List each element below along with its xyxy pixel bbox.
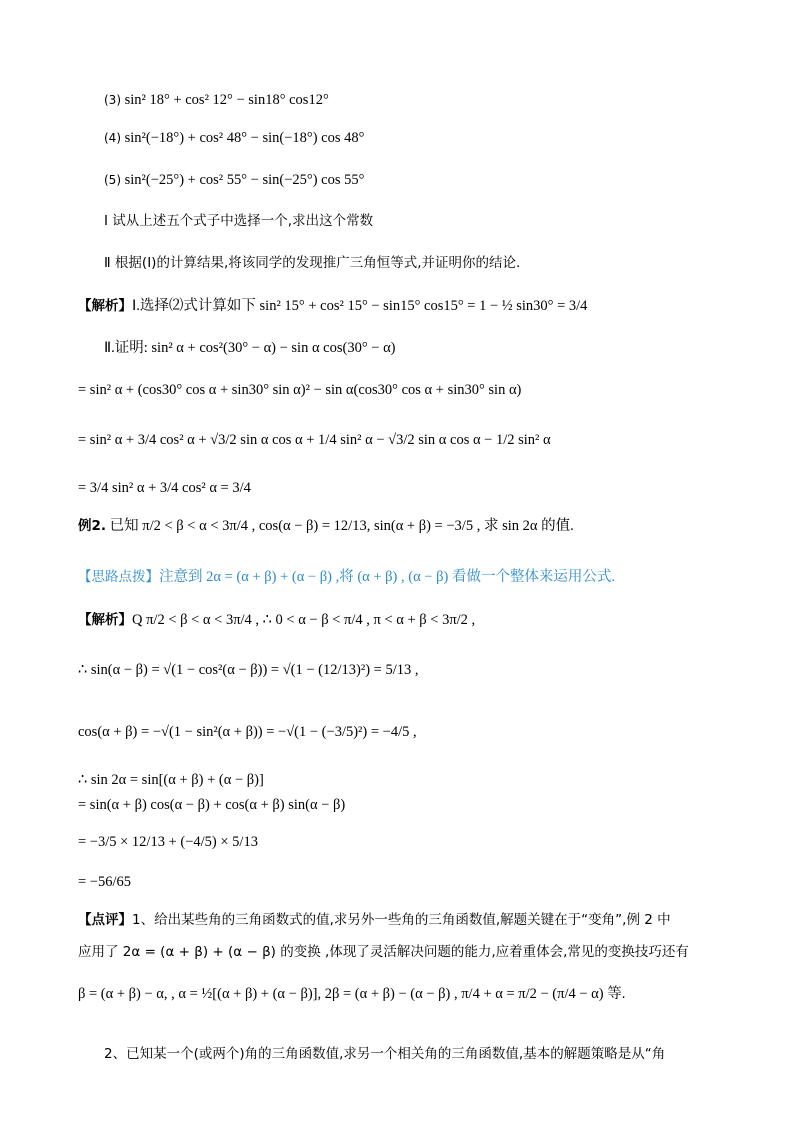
- solution-step-5: = −3/5 × 12/13 + (−4/5) × 5/13: [78, 834, 258, 850]
- item-4-expression: sin²(−18°) + cos² 48° − sin(−18°) cos 48°: [124, 130, 365, 146]
- item-4: [104, 128, 364, 148]
- solution-step-4: = sin(α + β) cos(α − β) + cos(α + β) sin(α − β): [78, 797, 346, 813]
- item-4-number: (4): [104, 131, 121, 145]
- solution-label: 【解析】: [78, 298, 132, 314]
- item-5-expression: sin²(−25°) + cos² 55° − sin(−25°) cos 55°: [124, 172, 365, 188]
- review-text-1: 1、给出某些角的三角函数式的值,求另外一些角的三角函数值,解题关键在于“变角”,例 2 中: [132, 912, 671, 928]
- hint-label: 【思路点拨】: [78, 569, 159, 585]
- hint-line: [78, 567, 615, 587]
- solution-step-3: ∴ sin 2α = sin[(α + β) + (α − β)]: [78, 772, 264, 788]
- item-3: [104, 90, 329, 110]
- review-line-2: 应用了 2α = (α + β) + (α − β) 的变换 ,体现了灵活解决问题的能力,应着重体会,常见的变换技巧还有: [78, 944, 689, 960]
- solution-step-6: = −56/65: [78, 874, 132, 890]
- example-2: [78, 516, 574, 536]
- item-5-number: (5): [104, 173, 121, 187]
- item-3-number: (3): [104, 93, 121, 107]
- solution-step-1: ∴ sin(α − β) = √(1 − cos²(α − β)) = √(1 − (12/13)²) = 5/13 ,: [78, 662, 419, 678]
- item-5: [104, 170, 364, 190]
- review-label: 【点评】: [78, 912, 132, 928]
- example-2-text: 已知 π/2 < β < α < 3π/4 , cos(α − β) = 12/13, sin(α + β) = −3/5 , 求 sin 2α 的值.: [109, 518, 574, 534]
- review-line-4: 2、已知某一个(或两个)角的三角函数值,求另一个相关角的三角函数值,基本的解题策略是从“角: [104, 1046, 666, 1062]
- solution-2-label: 【解析】: [78, 612, 132, 628]
- proof-line-4: = 3/4 sin² α + 3/4 cos² α = 3/4: [78, 480, 251, 496]
- hint-text: 注意到 2α = (α + β) + (α − β) ,将 (α + β) , (α − β) 看做一个整体来运用公式.: [159, 569, 616, 585]
- solution-1-text: Ⅰ.选择⑵式计算如下 sin² 15° + cos² 15° − sin15° cos15° = 1 − ½ sin30° = 3/4: [132, 298, 588, 314]
- question-2: Ⅱ 根据(Ⅰ)的计算结果,将该同学的发现推广三角恒等式,并证明你的结论.: [104, 255, 521, 271]
- solution-2-text: Q π/2 < β < α < 3π/4 , ∴ 0 < α − β < π/4 , π < α + β < 3π/2 ,: [132, 612, 476, 628]
- proof-line-1: Ⅱ.证明: sin² α + cos²(30° − α) − sin α cos(30° − α): [104, 340, 396, 356]
- item-3-expression: sin² 18° + cos² 12° − sin18° cos12°: [124, 92, 329, 108]
- proof-line-3: = sin² α + 3/4 cos² α + √3/2 sin α cos α + 1/4 sin² α − √3/2 sin α cos α − 1/2 sin² α: [78, 432, 551, 448]
- review-line-3: β = (α + β) − α, , α = ½[(α + β) + (α − β)], 2β = (α + β) − (α − β) , π/4 + α = π/2 − (π/4 − α) 等.: [78, 986, 626, 1002]
- solution-step-2: cos(α + β) = −√(1 − sin²(α + β)) = −√(1 − (−3/5)²) = −4/5 ,: [78, 724, 417, 740]
- review-line-1: [78, 910, 671, 930]
- solution-2-line: [78, 610, 475, 630]
- question-1: Ⅰ 试从上述五个式子中选择一个,求出这个常数: [104, 213, 374, 229]
- proof-line-2: = sin² α + (cos30° cos α + sin30° sin α)² − sin α(cos30° cos α + sin30° sin α): [78, 382, 522, 398]
- example-2-label: 例2.: [78, 518, 107, 534]
- solution-1-line: [78, 296, 587, 316]
